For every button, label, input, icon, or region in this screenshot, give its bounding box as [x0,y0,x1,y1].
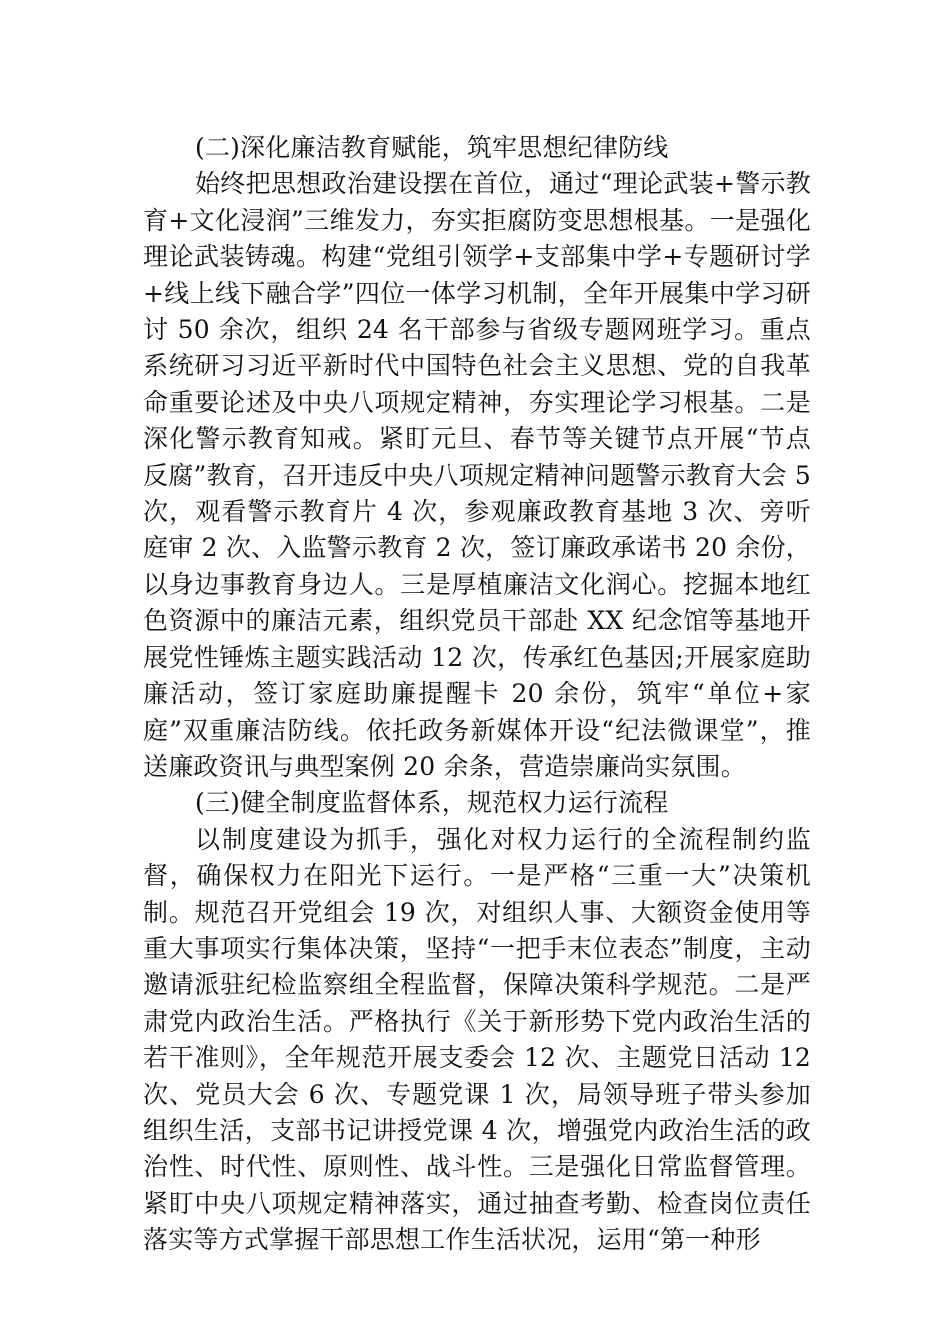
section-heading-2: (二)深化廉洁教育赋能，筑牢思想纪律防线 [195,133,669,162]
section-paragraph-3: 以制度建设为抓手，强化对权力运行的全流程制约监督，确保权力在阳光下运行。一是严格“三重一大”决策机制。规范召开党组会 19 次，对组织人事、大额资金使用等重大事项实行集体决策，坚持“一把手末位表态”制度，主动邀请派驻纪检监察组全程监督，保障决策科学规范。二是严肃党内政治生活。严格执行《关于新形势下党内政治生活的若干准则》，全年规范开展支委会 12 次、主题党日活动 12 次、党员大会 6 次、专题党课 1 次，局领导班子带头参加组织生活，支部书记讲授党课 4 次，增强党内政治生活的政治性、时代性、原则性、战斗性。三是强化日常监督管理。紧盯中央八项规定精神落实，通过抽查考勤、检查岗位责任落实等方式掌握干部思想工作生活状况，运用“第一种形 [143,824,811,1255]
section-paragraph-2: 始终把思想政治建设摆在首位，通过“理论武装+警示教育+文化浸润”三维发力，夯实拒腐防变思想根基。一是强化理论武装铸魂。构建“党组引领学+支部集中学+专题研讨学+线上线下融合学”四位一体学习机制，全年开展集中学习研讨 50 余次，组织 24 名干部参与省级专题网班学习。重点系统研习习近平新时代中国特色社会主义思想、党的自我革命重要论述及中央八项规定精神，夯实理论学习根基。二是深化警示教育知戒。紧盯元旦、春节等关键节点开展“节点反腐”教育，召开违反中央八项规定精神问题警示教育大会 5 次，观看警示教育片 4 次，参观廉政教育基地 3 次、旁听庭审 2 次、入监警示教育 2 次，签订廉政承诺书 20 余份，以身边事教育身边人。三是厚植廉洁文化润心。挖掘本地红色资源中的廉洁元素，组织党员干部赴 XX 纪念馆等基地开展党性锤炼主题实践活动 12 次，传承红色基因;开展家庭助廉活动，签订家庭助廉提醒卡 20 余份，筑牢“单位+家庭”双重廉洁防线。依托政务新媒体开设“纪法微课堂”，推送廉政资讯与典型案例 20 余条，营造崇廉尚实氛围。 [143,169,811,781]
document-body [143,130,811,1259]
section-heading-3: (三)健全制度监督体系，规范权力运行流程 [195,788,669,818]
